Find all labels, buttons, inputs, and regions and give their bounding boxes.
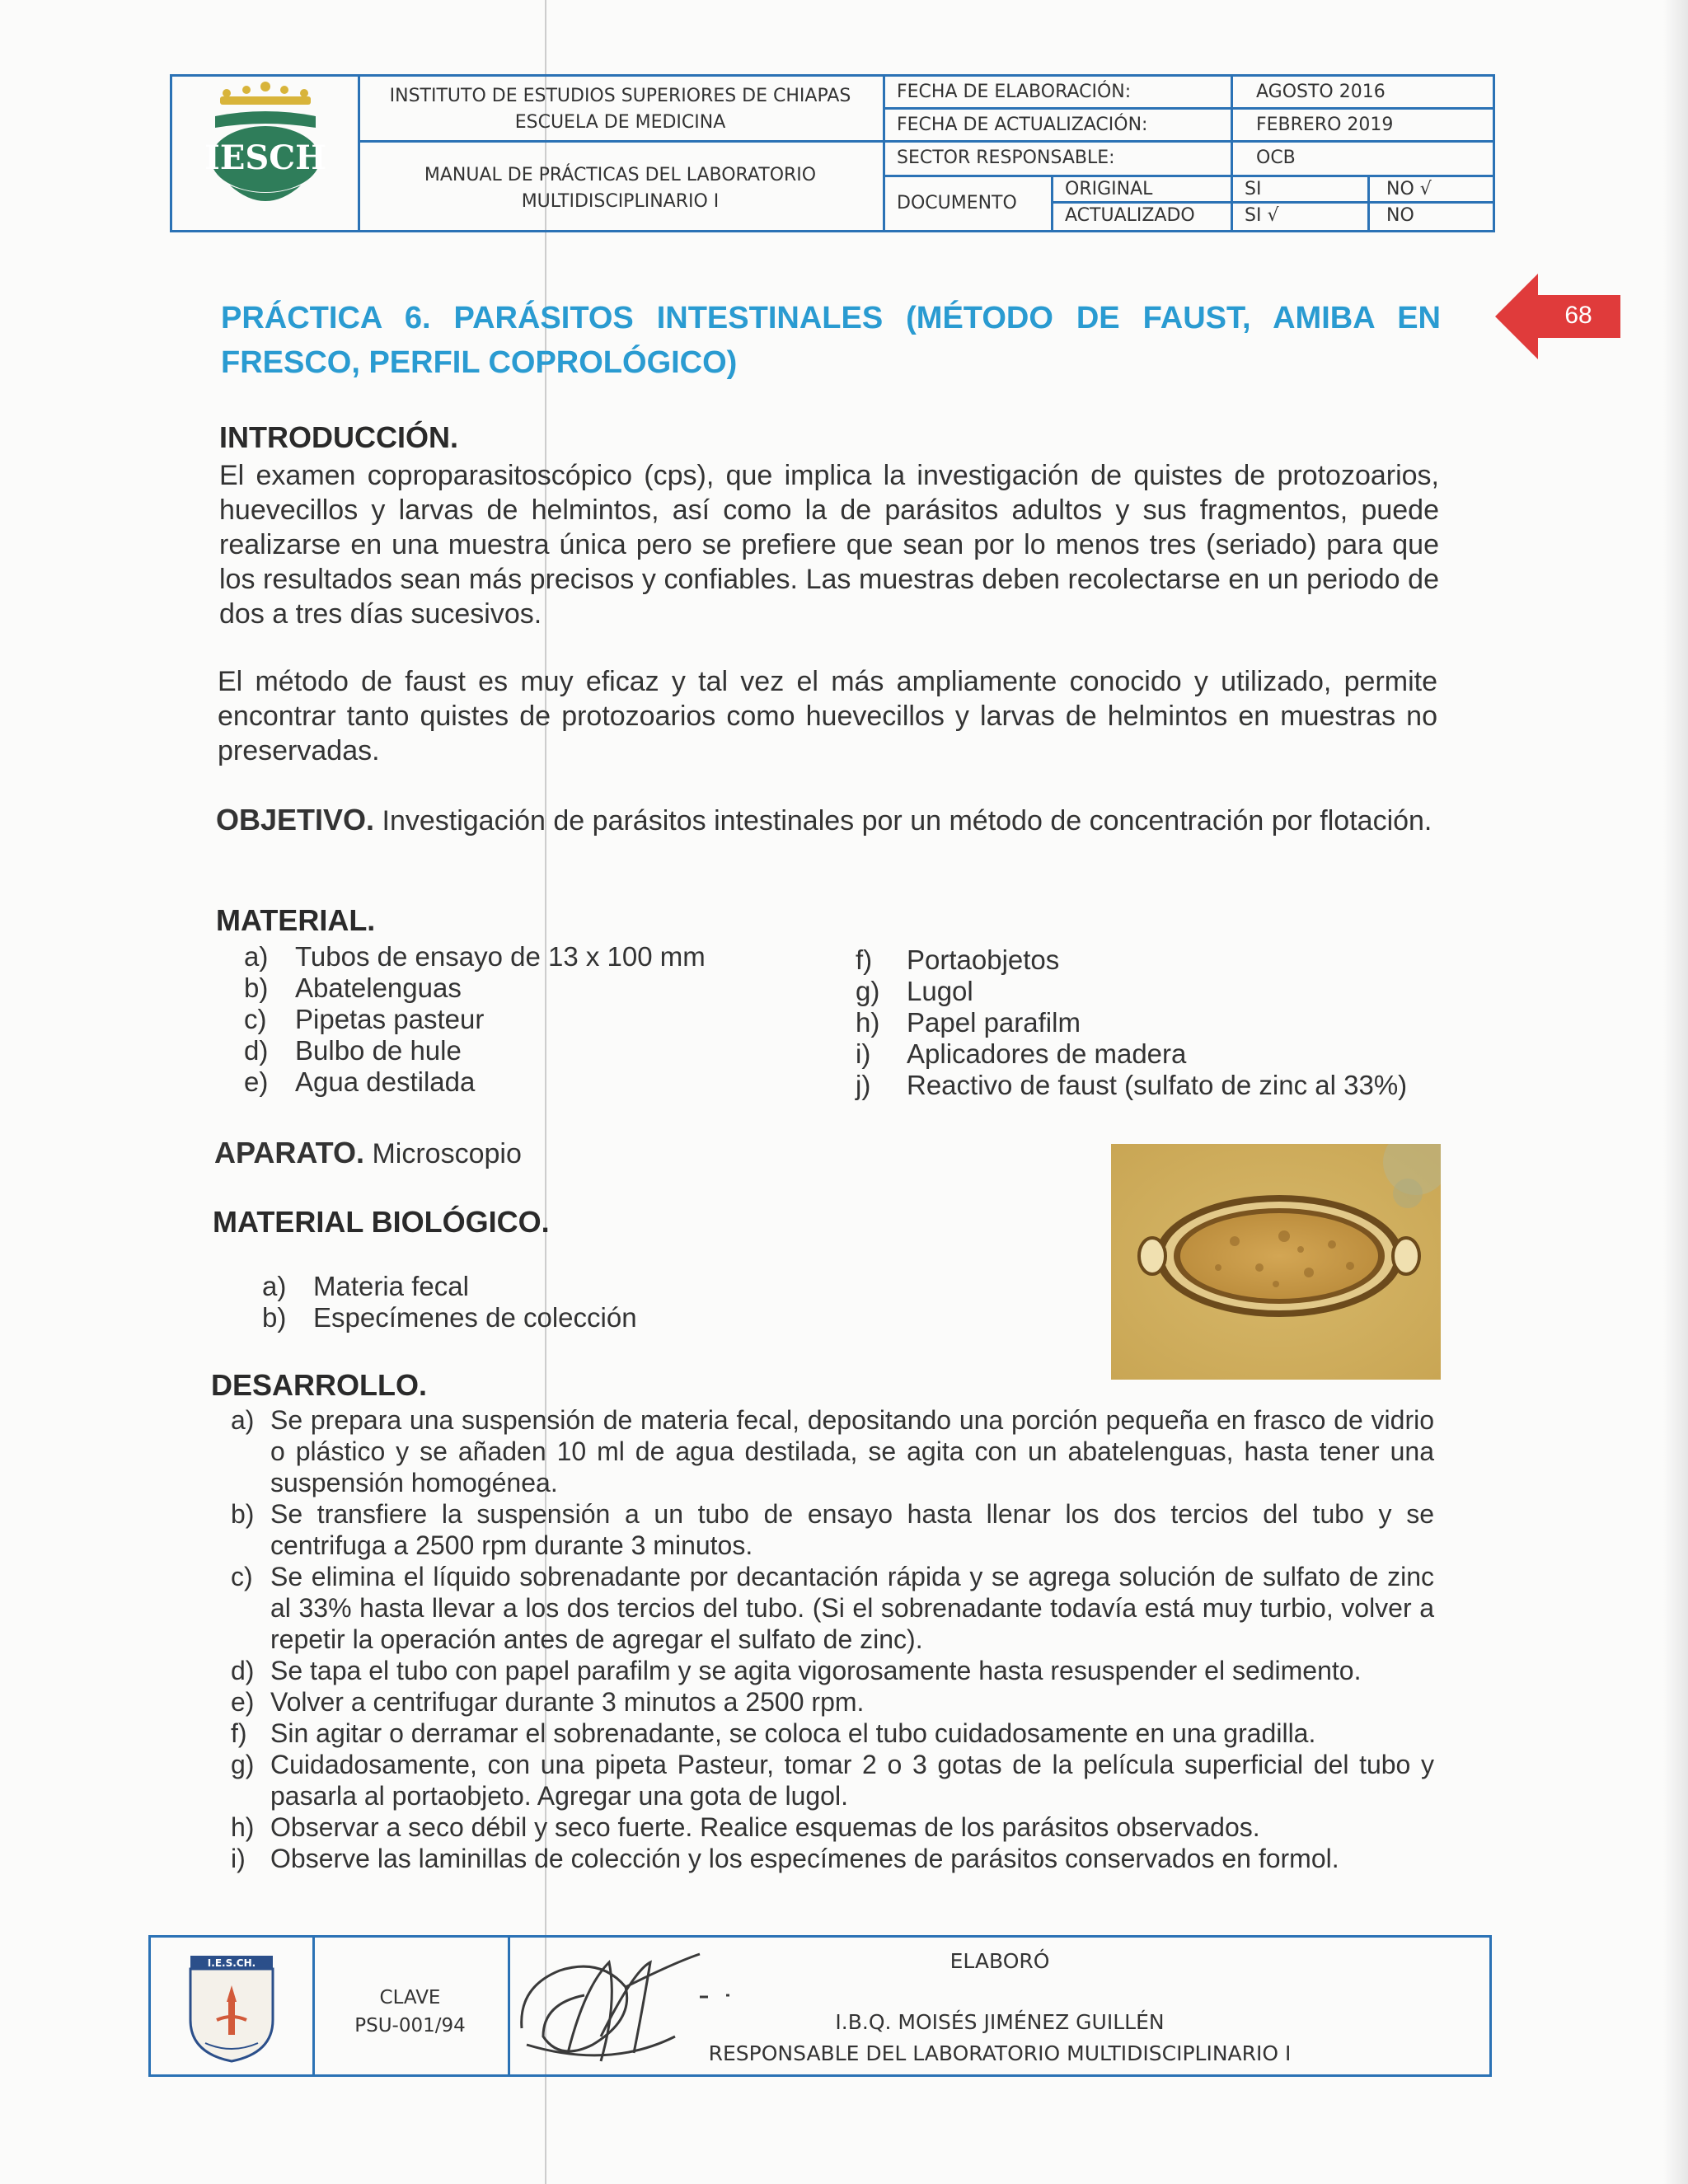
list-item: c) Pipetas pasteur: [244, 1004, 485, 1034]
desarrollo-list: [231, 1404, 1434, 1874]
material-list-left: [244, 941, 821, 1098]
elaboro-label: ELABORÓ: [950, 1949, 1050, 1973]
institution-name-cell: [358, 77, 885, 143]
list-item: e) Agua destilada: [244, 1066, 476, 1097]
list-item: f) Sin agitar o derramar el sobrenadante, se coloca el tubo cuidadosamente en una gradilla.: [231, 1718, 1316, 1748]
list-item: h) Observar a seco débil y seco fuerte. Realice esquemas de los parásitos observados.: [231, 1812, 1260, 1842]
page-edge-shadow: [1663, 0, 1688, 2184]
list-item: b) Se transfiere la suspensión a un tubo de ensayo hasta llenar los dos tercios del tubo y se centrifuga a 2500 rpm durante 3 minutos.: [231, 1499, 1434, 1560]
documento-label: DOCUMENTO: [885, 177, 1053, 230]
list-item: j) Reactivo de faust (sulfato de zinc al 33%): [856, 1070, 1408, 1100]
intro-heading: INTRODUCCIÓN.: [219, 420, 458, 454]
list-item: b) Especímenes de colección: [262, 1302, 637, 1333]
sector-label: SECTOR RESPONSABLE:: [885, 143, 1233, 177]
crown-shield-logo-icon: [172, 77, 358, 230]
list-item: i) Aplicadores de madera: [856, 1038, 1187, 1069]
institution-logo: [172, 77, 360, 230]
list-item: d) Se tapa el tubo con papel parafilm y se agita vigorosamente hasta resuspender el sedimento.: [231, 1656, 1362, 1685]
list-item: g) Cuidadosamente, con una pipeta Pasteur, tomar 2 o 3 gotas de la película superficial del tubo y pasarla al portaobjeto. Agregar una gota de lugol.: [231, 1750, 1434, 1811]
clave-value: PSU-001/94: [354, 2015, 466, 2036]
manual-title-line1: MANUAL DE PRÁCTICAS DEL LABORATORIO: [424, 165, 817, 185]
aparato-heading: APARATO.: [214, 1136, 365, 1169]
elaboro-name: I.B.Q. MOISÉS JIMÉNEZ GUILLÉN: [835, 2010, 1165, 2034]
list-item: a) Tubos de ensayo de 13 x 100 mm: [244, 941, 706, 972]
actualizado-si: SI √: [1233, 204, 1370, 230]
objetivo: [216, 803, 1437, 838]
clave-label: CLAVE: [379, 1987, 441, 2008]
elaboro-cell: [510, 1938, 1489, 2074]
list-item: h) Papel parafilm: [856, 1007, 1081, 1038]
parasite-egg-micrograph: [1111, 1144, 1441, 1380]
list-item: c) Se elimina el líquido sobrenadante por decantación rápida y se agrega solución de sulfato de zinc al 33% hasta llevar a los dos tercios del tubo. (Si el sobrenadante todavía está muy turbio, volver a repetir la operación antes de agregar el sulfato de zinc).: [231, 1562, 1434, 1654]
actualizado-no: NO: [1386, 205, 1414, 226]
list-item: d) Bulbo de hule: [244, 1035, 462, 1066]
footer-logo: [151, 1938, 315, 2074]
list-item: e) Volver a centrifugar durante 3 minutos a 2500 rpm.: [231, 1687, 865, 1717]
original-no: NO √: [1370, 177, 1493, 204]
institution-name: INSTITUTO DE ESTUDIOS SUPERIORES DE CHIAPAS: [389, 86, 851, 106]
aparato: [214, 1136, 791, 1171]
list-item: a) Se prepara una suspensión de materia fecal, depositando una porción pequeña en frasco de vidrio o plástico y se añaden 10 ml de agua destilada, se agita con un abatelenguas, hasta tener una suspensión homogénea.: [231, 1405, 1434, 1497]
material-list-right: [856, 944, 1449, 1101]
list-item: b) Abatelenguas: [244, 972, 462, 1003]
list-item: i) Observe las laminillas de colección y los especímenes de parásitos conservados en formol.: [231, 1844, 1339, 1873]
logo-text: IESCH: [204, 138, 326, 177]
footer-logo-text: I.E.S.CH.: [207, 1957, 256, 1969]
objetivo-text: Investigación de parásitos intestinales por un método de concentración por flotación.: [374, 805, 1432, 837]
shield-logo-icon: [151, 1938, 312, 2074]
desarrollo-heading: DESARROLLO.: [211, 1368, 428, 1402]
list-item: a) Materia fecal: [262, 1271, 469, 1301]
clave-cell: [312, 1938, 510, 2074]
trichuris-egg-image: [1111, 1144, 1441, 1380]
manual-title-line2: MULTIDISCIPLINARIO I: [521, 191, 720, 212]
practice-title-line2: FRESCO, PERFIL COPROLÓGICO): [221, 345, 738, 380]
document-footer: [148, 1935, 1492, 2077]
fecha-actualizacion-label: FECHA DE ACTUALIZACIÓN:: [885, 110, 1233, 143]
manual-title-cell: [358, 143, 885, 230]
list-item: g) Lugol: [856, 976, 973, 1006]
school-name: ESCUELA DE MEDICINA: [514, 112, 726, 133]
elaboro-role: RESPONSABLE DEL LABORATORIO MULTIDISCIPLINARIO I: [708, 2041, 1292, 2065]
fecha-elaboracion-value: AGOSTO 2016: [1233, 77, 1493, 110]
actualizado-label: ACTUALIZADO: [1053, 204, 1233, 230]
intro-paragraph-1: El examen coproparasitoscópico (cps), que implica la investigación de quistes de protozoarios, huevecillos y larvas de helmintos, así como la de parásitos adultos y sus fragmentos, puede realizarse en una muestra única pero se prefiere que sean por lo menos tres (seriado) para que los resultados sean más precisos y confiables. Las muestras deben recolectarse en un periodo de dos a tres días sucesivos.: [219, 460, 1439, 630]
document-header: [170, 74, 1495, 232]
fecha-elaboracion-label: FECHA DE ELABORACIÓN:: [885, 77, 1233, 110]
biologico-heading: MATERIAL BIOLÓGICO.: [213, 1205, 550, 1239]
material-heading: MATERIAL.: [216, 903, 376, 937]
list-item: f) Portaobjetos: [856, 944, 1060, 975]
sector-value: OCB: [1233, 143, 1493, 177]
page-number: 68: [1564, 302, 1592, 329]
objetivo-heading: OBJETIVO.: [216, 803, 375, 837]
original-label: ORIGINAL: [1053, 177, 1233, 204]
intro-paragraph-2: El método de faust es muy eficaz y tal vez el más ampliamente conocido y utilizado, permite encontrar tanto quistes de protozoarios como huevecillos y larvas de helmintos en muestras no preservadas.: [218, 666, 1437, 766]
biologico-list: [262, 1271, 839, 1333]
practice-title-line1: PRÁCTICA 6. PARÁSITOS INTESTINALES (MÉTODO DE FAUST, AMIBA EN: [221, 301, 1441, 335]
aparato-text: Microscopio: [364, 1138, 522, 1169]
fecha-actualizacion-value: FEBRERO 2019: [1233, 110, 1493, 143]
original-si: SI: [1233, 177, 1370, 204]
